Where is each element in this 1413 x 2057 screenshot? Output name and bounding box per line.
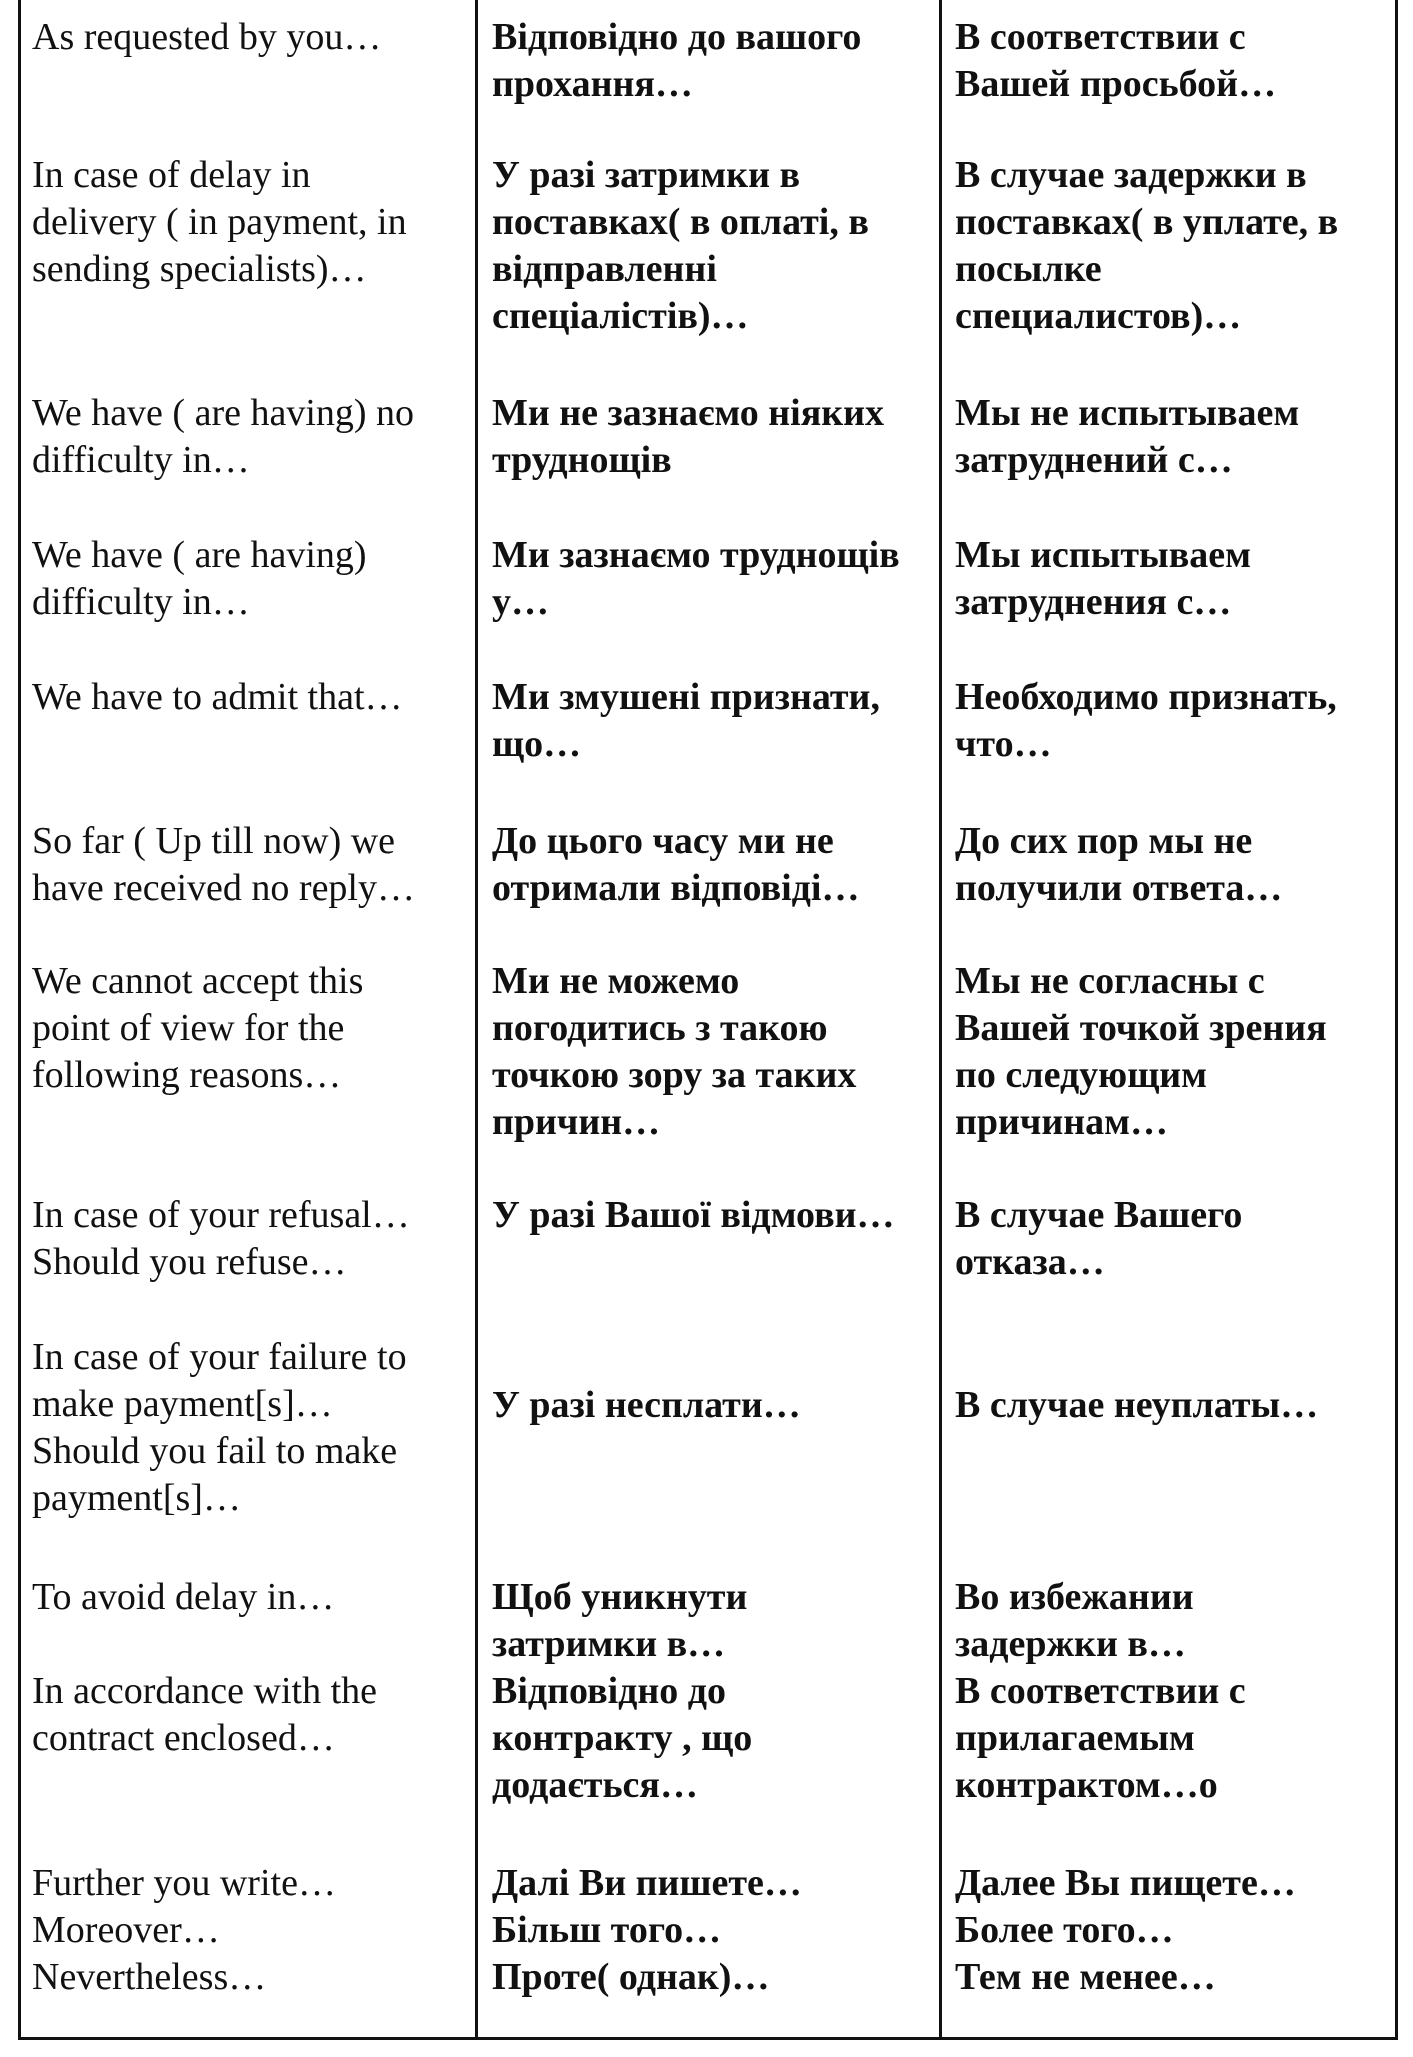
cell-ru-6: Мы не согласны с Вашей точкой зрения по следующим причинам… <box>955 960 1327 1143</box>
cell-en-9: To avoid delay in… In accordance with the contract enclosed… <box>32 1576 377 1759</box>
cell-ru-5: До сих пор мы не получили ответа… <box>955 820 1283 909</box>
cell-uk-5: До цього часу ми не отримали відповіді… <box>492 820 860 909</box>
cell-en-7: In case of your refusal… Should you refuse… <box>32 1194 410 1283</box>
cell-uk-4: Ми змушені признати, що… <box>492 676 880 765</box>
cell-en-3: We have ( are having) difficulty in… <box>32 534 367 623</box>
cell-en-10: Further you write… Moreover… Nevertheless… <box>32 1862 336 1998</box>
cell-ru-0: В соответствии с Вашей просьбой… <box>955 16 1277 105</box>
cell-en-4: We have to admit that… <box>32 676 403 718</box>
cell-ru-9: Во избежании задержки в… В соответствии с прилагаемым контрактом…о <box>955 1576 1246 1806</box>
cell-en-8: In case of your failure to make payment[s]… Should you fail to make payment[s]… <box>32 1336 407 1519</box>
cell-uk-10: Далі Ви пишете… Більш того… Проте( однак)… <box>492 1862 802 1998</box>
cell-ru-3: Мы испытываем затруднения с… <box>955 534 1251 623</box>
cell-uk-3: Ми зазнаємо труднощів у… <box>492 534 900 623</box>
column-divider-1 <box>475 0 478 2040</box>
cell-ru-8: В случае неуплаты… <box>955 1384 1319 1426</box>
cell-uk-7: У разі Вашої відмови… <box>492 1194 895 1236</box>
cell-en-6: We cannot accept this point of view for the following reasons… <box>32 960 364 1096</box>
column-divider-2 <box>939 0 942 2040</box>
cell-en-0: As requested by you… <box>32 16 382 58</box>
cell-ru-10: Далее Вы пищете… Более того… Тем не менее… <box>955 1862 1296 1998</box>
cell-ru-1: В случае задержки в поставках( в уплате, в посылке специалистов)… <box>955 154 1339 337</box>
cell-uk-1: У разі затримки в поставках( в оплаті, в відправленні спеціалістів)… <box>492 154 869 337</box>
cell-uk-2: Ми не зазнаємо ніяких труднощів <box>492 392 885 481</box>
cell-uk-0: Відповідно до вашого прохання… <box>492 16 862 105</box>
cell-en-2: We have ( are having) no difficulty in… <box>32 392 415 481</box>
cell-uk-9: Щоб уникнути затримки в… Відповідно до контракту , що додається… <box>492 1576 753 1806</box>
cell-en-5: So far ( Up till now) we have received no reply… <box>32 820 415 909</box>
cell-uk-6: Ми не можемо погодитись з такою точкою зору за таких причин… <box>492 960 857 1143</box>
cell-en-1: In case of delay in delivery ( in payment, in sending specialists)… <box>32 154 407 290</box>
cell-uk-8: У разі несплати… <box>492 1384 801 1426</box>
cell-ru-2: Мы не испытываем затруднений с… <box>955 392 1300 481</box>
cell-ru-7: В случае Вашего отказа… <box>955 1194 1243 1283</box>
cell-ru-4: Необходимо признать, что… <box>955 676 1337 765</box>
